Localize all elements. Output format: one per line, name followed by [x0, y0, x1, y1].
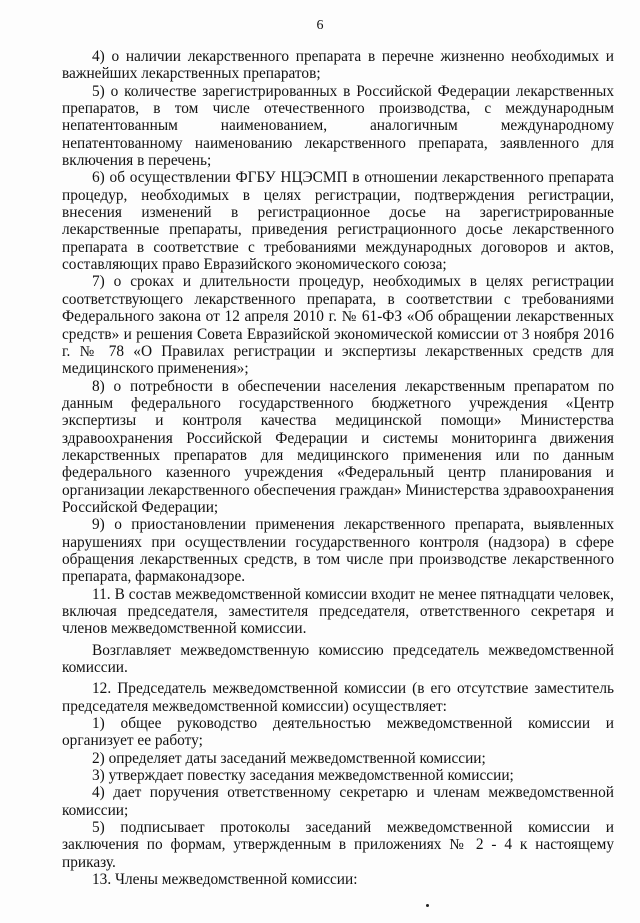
- paragraph-item-6: 6) об осуществлении ФГБУ НЦЭСМП в отношении лекарственного препарата процедур, необходимых в целях регистрации, подтверждения регистрации, внесения изменений в регистрационное досье на зарегистрированные лекарственные препараты, приведения регистрационного досье лекарственного препарата в соответствие с требованиями международных договоров и актов, составляющих право Евразийского экономического союза;: [62, 169, 614, 274]
- page-number: 6: [316, 18, 324, 33]
- clause-12-item-3: 3) утверждает повестку заседания межведомственной комиссии;: [92, 767, 514, 785]
- paragraph-item-9: 9) о приостановлении применения лекарственного препарата, выявленных нарушениях при осуществлении государственного контроля (надзора) в сфере обращения лекарственных средств, в том числе при производстве лекарственного препарата, фармаконадзоре.: [62, 516, 614, 586]
- clause-12-item-2: 2) определяет даты заседаний межведомственной комиссии;: [92, 749, 486, 767]
- clause-11: 11. В состав межведомственной комиссии входит не менее пятнадцати человек, включая председателя, заместителя председателя, ответственного секретаря и членов межведомственной комиссии.: [62, 585, 614, 638]
- paragraph-item-5: 5) о количестве зарегистрированных в Российской Федерации лекарственных препаратов, в том числе отечественного производства, с международным непатентованным наименованием, аналогичным международному непатентованному наименованию лекарственного препарата, заявленного для включения в перечень;: [62, 82, 614, 170]
- scan-speck: [426, 904, 429, 907]
- clause-12-item-1: 1) общее руководство деятельностью межведомственной комиссии и организует ее работу;: [62, 715, 614, 750]
- paragraph-item-8: 8) о потребности в обеспечении населения лекарственным препаратом по данным федерального государственного бюджетного учреждения «Центр экспертизы и контроля качества медицинской помощи» Министерства здравоохранения Российской Федерации и системы мониторинга движения лекарственных препаратов для медицинского применения или по данным федерального казенного учреждения «Федеральный центр планирования и организации лекарственного обеспечения граждан» Министерства здравоохранения Российской Федерации;: [62, 377, 614, 516]
- clause-12: 12. Председатель межведомственной комиссии (в его отсутствие заместитель председателя межведомственной комиссии) осуществляет:: [62, 680, 614, 715]
- clause-12-item-4: 4) дает поручения ответственному секретарю и членам межведомственной комиссии;: [62, 784, 614, 819]
- clause-12-item-5: 5) подписывает протоколы заседаний межведомственной комиссии и заключения по формам, утвержденным в приложениях № 2 - 4 к настоящему приказу.: [62, 819, 614, 871]
- clause-13: 13. Члены межведомственной комиссии:: [92, 871, 358, 889]
- clause-11-chair: Возглавляет межведомственную комиссию председатель межведомственной комиссии.: [62, 641, 614, 677]
- document-body: [62, 48, 614, 889]
- paragraph-item-7: 7) о сроках и длительности процедур, необходимых в целях регистрации соответствующего лекарственного препарата, в соответствии с требованиями Федерального закона от 12 апреля 2010 г. № 61-ФЗ «Об обращении лекарственных средств» и решения Совета Евразийской экономической комиссии от 3 ноября 2016 г. № 78 «О Правилах регистрации и экспертизы лекарственных средств для медицинского применения»;: [62, 273, 614, 378]
- paragraph-item-4: 4) о наличии лекарственного препарата в перечне жизненно необходимых и важнейших лекарственных препаратов;: [62, 48, 614, 83]
